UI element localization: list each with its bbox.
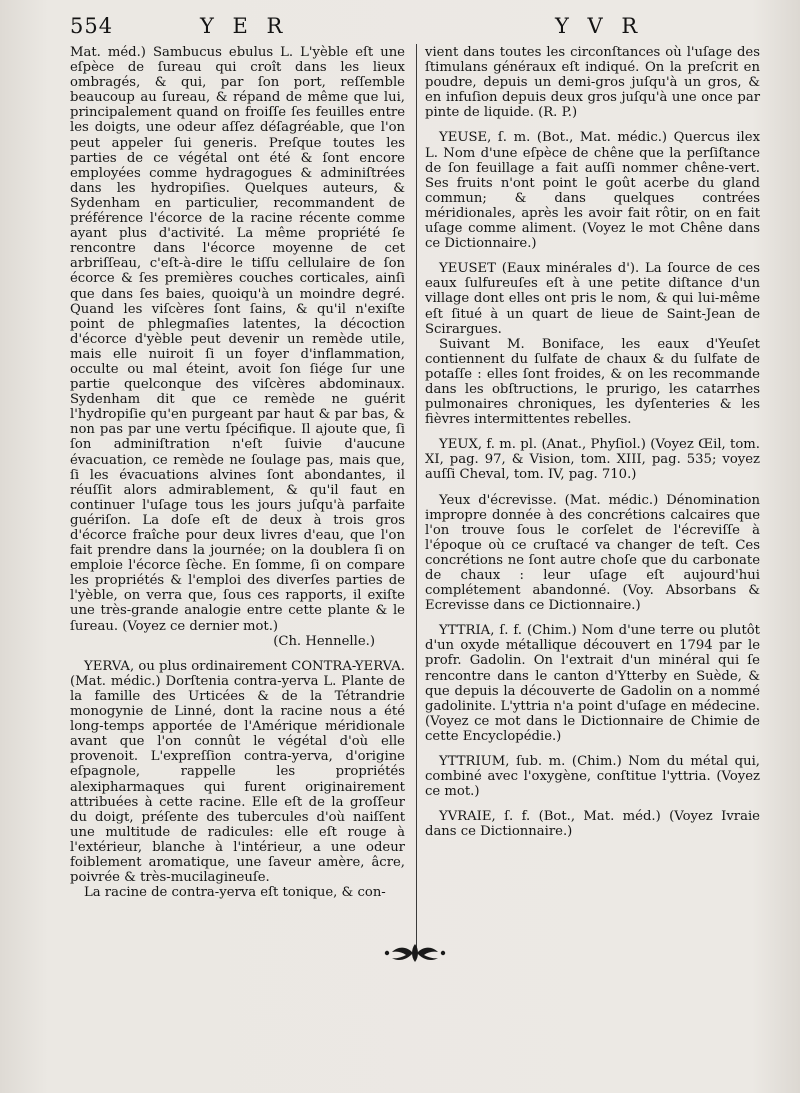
entry-yerva: YERVA, ou plus ordinairement CONTRA-YERVA. (Mat. médic.) Dorſtenia contra-yerva L. Plante de la famille des Urticées & de la Tétrandrie monogynie de Linné, dont la racine nous a été long-temps apportée de l'Amérique méridionale avant que l'on connût le végétal d'où elle provenoit. L'expreſſion contra-yerva, d'origine eſpagnole, rappelle les propriétés alexipharmaques qui furent originairement attribuées à cette racine. Elle eſt de la groſſeur du doigt, préſente des tubercules d'où naiſſent une multitude de radicules: elle eſt rouge à l'extérieur, blanche à l'intérieur, a une odeur foiblement aromatique, une ſaveur amère, âcre, poivrée & très-mucilagineuſe. [70,658,405,886]
entry-yeuset: YEUSET (Eaux minérales d'). La ſource de ces eaux ſulfureuſes eſt à une petite diſtance d'un village dont elles ont pris le nom, & qui lui-même eſt ſitué à un quart de lieue de Saint-Jean de Scirargues. [425,261,760,337]
entry-yerva-end: vient dans toutes les circonſtances où l'uſage des ſtimulans généraux eſt indiqué. On la preſcrit en poudre, depuis un demi-gros juſqu'à un gros, & en infuſion depuis deux gros juſqu'à une once par pinte de liquide. (R. P.) [425,45,760,121]
entry-yeux-ecrevisse: Yeux d'écrevisse. (Mat. médic.) Dénomination impropre donnée à des concrétions calcaires que l'on trouve ſous le corſelet de l'écreviſſe à l'époque où ce cruſtacé va changer de teſt. Ces concrétions ne ſont autre choſe que du carbonate de chaux : leur uſage eſt aujourd'hui complétement abandonné. (Voy. Absorbans & Ecrevisse dans ce Dictionnaire.) [425,492,760,614]
entry-yttrium: YTTRIUM, ſub. m. (Chim.) Nom du métal qui, combiné avec l'oxygène, conſtitue l'yttria. (Voyez ce mot.) [425,754,760,800]
page-header [0,14,800,42]
right-column [425,45,760,840]
running-head-left: Y E R [200,14,289,38]
entry-yeuset-continued: Suivant M. Boniface, les eaux d'Yeuſet contiennent du ſulfate de chaux & du ſulfate de potaſſe : elles ſont froides, & on les recommande dans les obſtructions, le prurigo, les catarrhes pulmonaires chroniques, les dyſenteries & les fièvres intermittentes rebelles. [425,336,760,428]
entry-yvraie: YVRAIE, ſ. f. (Bot., Mat. méd.) (Voyez Ivraie dans ce Dictionnaire.) [425,809,760,840]
author-signature: (Ch. Hennelle.) [273,633,375,649]
entry-yeux: YEUX, f. m. pl. (Anat., Phyſiol.) (Voyez Œil, tom. XI, pag. 97, & Vision, tom. XIII, pag. 535; voyez auſſi Cheval, tom. IV, pag. 710.) [425,437,760,483]
column-divider [416,44,417,954]
page-number: 554 [70,14,114,38]
running-head-right: Y V R [555,14,644,38]
left-column [70,45,405,900]
fleuron-ornament-icon [380,940,450,966]
entry-yerva-continued: La racine de contra-yerva eſt tonique, & con- [84,885,386,901]
entry-yttria: YTTRIA, ſ. f. (Chim.) Nom d'une terre ou plutôt d'un oxyde métallique découvert en 1794 par le profr. Gadolin. On l'extrait d'un minéral qui ſe rencontre dans le canton d'Ytterby en Suède, & que depuis la découverte de Gadolin on a nommé gadolinite. L'yttria n'a point d'uſage en médecine. (Voyez ce mot dans le Dictionnaire de Chimie de cette Encyclopédie.) [425,623,760,744]
entry-yeble-continuation: Mat. méd.) Sambucus ebulus L. L'yèble eſt une eſpèce de ſureau qui croît dans les lieux ombragés, & qui, par ſon port, reſſemble beaucoup au ſureau, & répand de même que lui, principalement quand on froiſſe ſes feuilles entre les doigts, une odeur aſſez déſagréable, que l'on peut appeler ſui generis. Preſque toutes les parties de ce végétal ont été & ſont encore employées comme hydragogues & adminiſtrées dans les hydropiſies. Quelques auteurs, & Sydenham en particulier, recommandent de préférence l'écorce de la racine récente comme ayant plus d'activité. La même propriété ſe rencontre dans l'écorce moyenne de cet arbriſſeau, c'eſt-à-dire le tiſſu cellulaire de ſon écorce & ſes premières couches corticales, ainſi que dans ſes baies, quoiqu'à un moindre degré. Quand les viſcères ſont ſains, & qu'il n'exiſte point de phlegmaſies latentes, la décoction d'écorce d'yèble peut devenir un remède utile, mais elle nuiroit ſi un foyer d'inflammation, occulte ou mal éteint, avoit ſon ſiége ſur une partie quelconque des viſcères abdominaux. Sydenham dit que ce remède ne guérit l'hydropiſie qu'en purgeant par haut & par bas, & non pas par une vertu ſpécifique. Il ajoute que, ſi ſon adminiſtration n'eſt ſuivie d'aucune évacuation, ce remède ne ſoulage pas, mais que, ſi les évacuations alvines ſont abondantes, il réuſſit alors admirablement, & qu'il faut en continuer l'uſage tous les jours juſqu'à parfaite guériſon. La doſe eſt de deux à trois gros d'écorce fraîche pour deux livres d'eau, que l'on fait prendre dans la journée; on la doublera ſi on emploie l'écorce ſèche. En ſomme, ſi on compare les propriétés & l'emploi des diverſes parties de l'yèble, on verra que, ſous ces rapports, il exiſte une très-grande analogie entre cette plante & le ſureau. (Voyez ce dernier mot.) [70,45,405,634]
entry-yeuse: YEUSE, ſ. m. (Bot., Mat. médic.) Quercus ilex L. Nom d'une eſpèce de chêne que la perſiſtance de ſon feuillage a fait auſſi nommer chêne-vert. Ses fruits n'ont point le goût acerbe du gland commun; & dans quelques contrées méridionales, après les avoir fait rôtir, on en fait uſage comme aliment. (Voyez le mot Chêne dans ce Dictionnaire.) [425,130,760,252]
